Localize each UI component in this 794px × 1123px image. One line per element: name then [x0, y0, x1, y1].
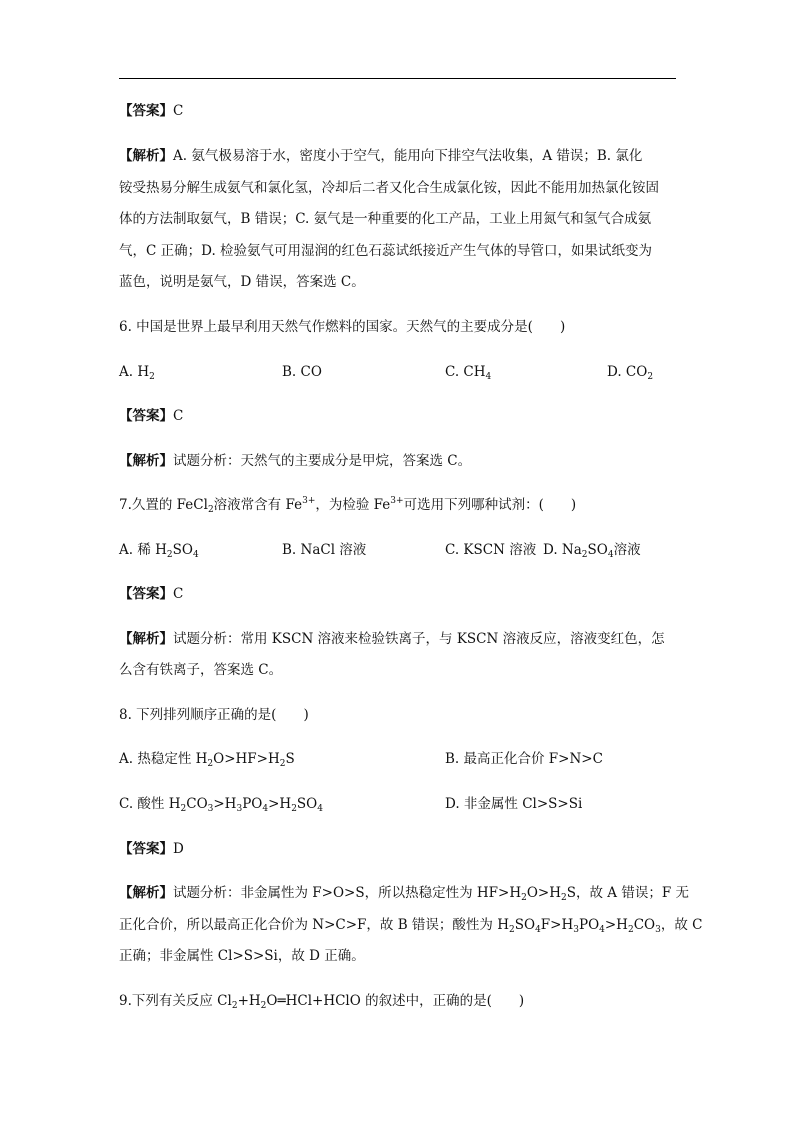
q7-option-d: D. $Na_2SO_4$溶液 — [543, 542, 641, 560]
q8-option-d: D. 非金属性 Cl>S>Si — [445, 796, 583, 812]
q6-answer: 【答案】C — [119, 408, 184, 424]
q5-analysis-line-2: 铵受热易分解生成氨气和氯化氢，冷却后二者又化合生成氯化铵，因此不能用加热氯化铵固 — [119, 180, 659, 196]
q6-option-c: C. $CH_4$ — [445, 364, 492, 382]
q7-analysis-line-1: 【解析】试题分析：常用 KSCN 溶液来检验铁离子，与 KSCN 溶液反应，溶液变红色，怎 — [119, 631, 665, 647]
q7-option-c: C. KSCN 溶液 — [445, 542, 537, 558]
q5-answer: 【答案】C — [119, 103, 184, 119]
q8-option-b: B. 最高正化合价 F>N>C — [445, 751, 603, 767]
q5-analysis-line-4: 气，C 正确；D. 检验氨气可用湿润的红色石蕊试纸接近产生气体的导管口，如果试纸变为 — [119, 243, 653, 259]
q6-analysis: 【解析】试题分析：天然气的主要成分是甲烷，答案选 C。 — [119, 453, 472, 469]
header-rule — [119, 78, 676, 79]
q8-answer: 【答案】D — [119, 841, 184, 857]
q6-option-d: D. $CO_2$ — [607, 364, 654, 382]
q8-analysis-line-2: 正化合价，所以最高正化合价为 N>C>F，故 B 错误；酸性为 $H_2SO_4F>H_3PO_4>H_2CO_3$，故 C — [119, 917, 703, 935]
q9-stem: 9.下列有关反应 $Cl_2+H_2O═HCl+HClO$ 的叙述中，正确的是( ) — [119, 993, 525, 1011]
q5-analysis-line-1: 【解析】A. 氨气极易溶于水，密度小于空气，能用向下排空气法收集，A 错误；B. 氯化 — [119, 148, 643, 164]
q7-option-a: A. 稀 $H_2SO_4$ — [119, 542, 199, 560]
q7-option-b: B. NaCl 溶液 — [282, 542, 367, 558]
q7-answer: 【答案】C — [119, 586, 184, 602]
q8-analysis-line-3: 正确；非金属性 Cl>S>Si，故 D 正确。 — [119, 948, 365, 964]
q5-analysis-line-5: 蓝色，说明是氨气，D 错误，答案选 C。 — [119, 274, 365, 290]
q8-stem: 8. 下列排列顺序正确的是( ) — [119, 707, 309, 723]
q6-option-b: B. CO — [282, 364, 322, 380]
q8-analysis-line-1: 【解析】试题分析：非金属性为 F>O>S，所以热稳定性为 $HF>H_2O>H_2S$，故 A 错误；F 无 — [119, 885, 689, 903]
q6-option-a: A. $H_2$ — [119, 364, 155, 382]
q7-analysis-line-2: 么含有铁离子，答案选 C。 — [119, 662, 283, 678]
q8-option-a: A. 热稳定性 $H_2O>HF>H_2S$ — [119, 751, 295, 769]
q8-option-c: C. 酸性 $H_2CO_3>H_3PO_4>H_2SO_4$ — [119, 796, 323, 814]
q7-stem: 7.久置的 FeCl$_2$溶液常含有 $Fe^{3+}$，为检验 $Fe^{3+}$可选用下列哪种试剂：( ) — [119, 496, 577, 515]
q6-stem: 6. 中国是世界上最早利用天然气作燃料的国家。天然气的主要成分是( ) — [119, 319, 566, 335]
q5-analysis-line-3: 体的方法制取氨气，B 错误；C. 氨气是一种重要的化工产品，工业上用氮气和氢气合成氨 — [119, 211, 652, 227]
